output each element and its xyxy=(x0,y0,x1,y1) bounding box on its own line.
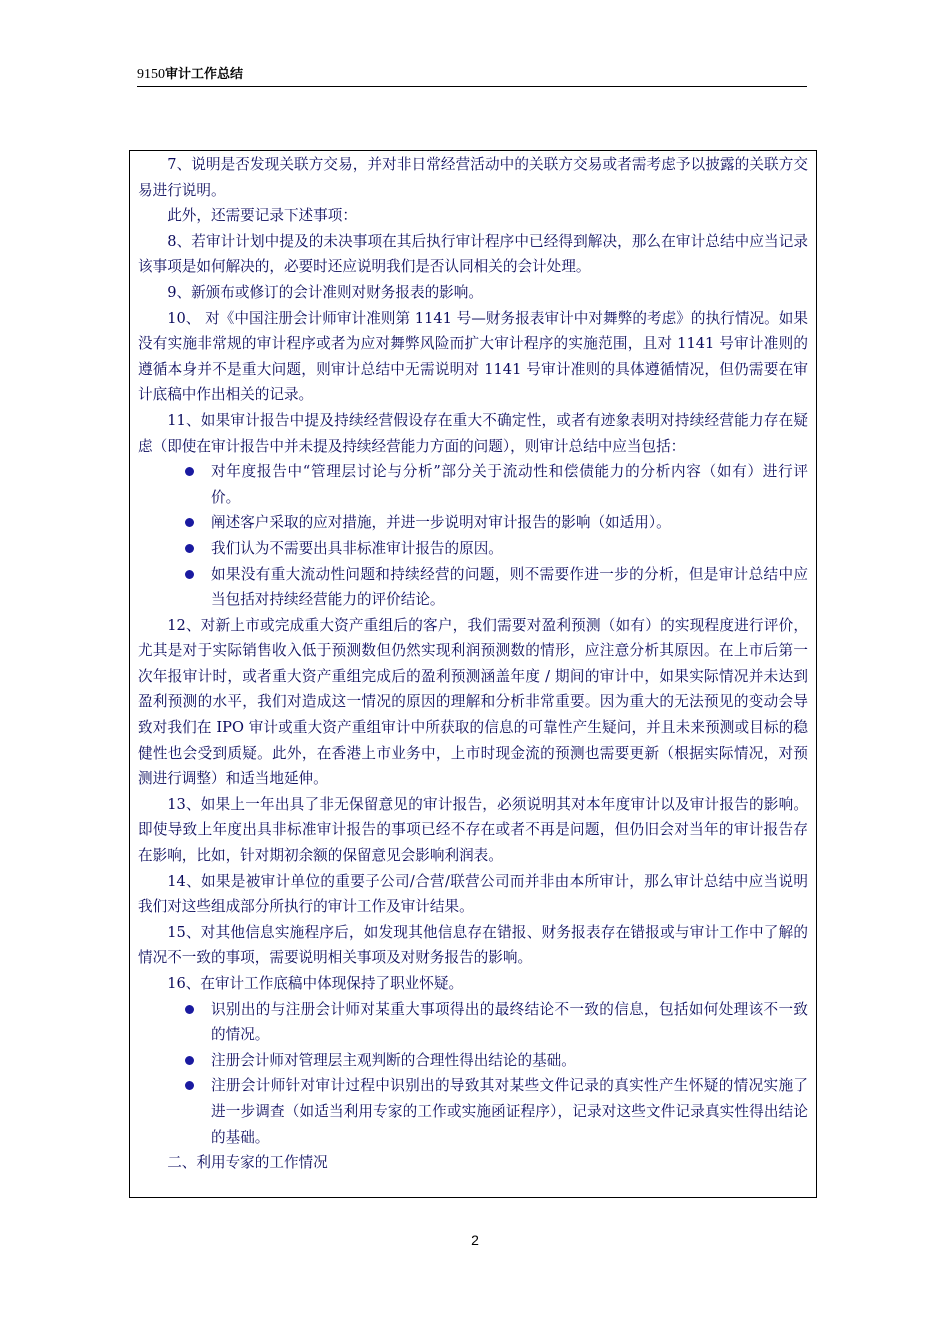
bullet-text: 阐述客户采取的应对措施，并进一步说明对审计报告的影响（如适用）。 xyxy=(211,514,671,532)
paragraph-12: 12、对新上市或完成重大资产重组后的客户，我们需要对盈利预测（如有）的实现程度进行评价，尤其是对于实际销售收入低于预测数但仍然实现利润预测数的情形，应注意分析其原因。在上市后第一次年报审计时，或者重大资产重组完成后的盈利预测涵盖年度 / 期间的审计中，如果实际情况并未达到盈利预测的水平，我们对造成这一情况的原因的理解和分析非常重要。因为重大的无法预见的变动会导致对我们在 IPO 审计或重大资产重组审计中所获取的信息的可靠性产生疑问，并且未来预测或目标的稳健性也会受到质疑。此外，在香港上市业务中，上市时现金流的预测也需要更新（根据实际情况，对预测进行调整）和适当地延伸。 xyxy=(138,616,808,788)
bullet-item xyxy=(138,536,808,562)
bullet-icon xyxy=(185,1081,194,1090)
bullet-icon xyxy=(185,570,194,579)
bullet-text: 对年度报告中“管理层讨论与分析”部分关于流动性和偿债能力的分析内容（如有）进行评价。 xyxy=(211,463,808,506)
paragraph-9: 9、新颁布或修订的会计准则对财务报表的影响。 xyxy=(167,283,483,301)
bullet-item xyxy=(138,1048,808,1074)
bullet-text: 如果没有重大流动性问题和持续经营的问题，则不需要作进一步的分析，但是审计总结中应当包括对持续经营能力的评价结论。 xyxy=(211,565,808,609)
paragraph-also: 此外，还需要记录下述事项： xyxy=(167,207,357,225)
bullet-text: 我们认为不需要出具非标准审计报告的原因。 xyxy=(211,539,503,557)
bullet-item xyxy=(138,1073,808,1150)
bullet-icon xyxy=(185,1005,194,1014)
bullet-item xyxy=(138,997,808,1048)
bullet-icon xyxy=(185,518,194,527)
paragraph-16: 16、在审计工作底稿中体现保持了职业怀疑。 xyxy=(167,975,464,992)
page-number: 2 xyxy=(471,1232,479,1248)
bullet-text: 注册会计师针对审计过程中识别出的导致其对某些文件记录的真实性产生怀疑的情况实施了进一步调查（如适当利用专家的工作或实施函证程序），记录对这些文件记录真实性得出结论的基础。 xyxy=(211,1077,808,1146)
bullet-item xyxy=(138,510,808,536)
header-title: 审计工作总结 xyxy=(165,67,244,82)
paragraph-10: 10、 对《中国注册会计师审计准则第 1141 号—财务报表审计中对舞弊的考虑》的执行情况。如果没有实施非常规的审计程序或者为应对舞弊风险而扩大审计程序的实施范围，且对 1141 号审计准则的遵循本身并不是重大问题，则审计总结中无需说明对 1141 号审计准则的具体遵循情况，但仍需要在审计底稿中作出相关的记录。 xyxy=(138,309,808,404)
paragraph-15: 15、对其他信息实施程序后，如发现其他信息存在错报、财务报表存在错报或与审计工作中了解的情况不一致的事项，需要说明相关事项及对财务报告的影响。 xyxy=(138,923,808,967)
bullet-item xyxy=(138,562,808,613)
header-number: 9150 xyxy=(137,67,165,82)
paragraph-7: 7、说明是否发现关联方交易，并对非日常经营活动中的关联方交易或者需考虑予以披露的关联方交易进行说明。 xyxy=(138,156,808,199)
section-heading: 二、利用专家的工作情况 xyxy=(167,1154,328,1172)
bullet-icon xyxy=(185,467,194,476)
paragraph-11: 11、如果审计报告中提及持续经营假设存在重大不确定性，或者有迹象表明对持续经营能力存在疑虑（即使在审计报告中并未提及持续经营能力方面的问题），则审计总结中应当包括： xyxy=(138,411,808,455)
paragraph-13: 13、如果上一年出具了非无保留意见的审计报告，必须说明其对本年度审计以及审计报告的影响。即使导致上年度出具非标准审计报告的事项已经不存在或者不再是问题，但仍旧会对当年的审计报告存在影响，比如，针对期初余额的保留意见会影响利润表。 xyxy=(138,795,808,865)
paragraph-14: 14、如果是被审计单位的重要子公司/合营/联营公司而并非由本所审计，那么审计总结中应当说明我们对这些组成部分所执行的审计工作及审计结果。 xyxy=(138,872,808,916)
bullet-icon xyxy=(185,544,194,553)
paragraph-8: 8、若审计计划中提及的未决事项在其后执行审计程序中已经得到解决，那么在审计总结中应当记录该事项是如何解决的，必要时还应说明我们是否认同相关的会计处理。 xyxy=(138,232,808,276)
page-header xyxy=(137,64,807,87)
content-body xyxy=(138,152,808,1176)
bullet-item xyxy=(138,459,808,510)
bullet-icon xyxy=(185,1056,194,1065)
bullet-text: 注册会计师对管理层主观判断的合理性得出结论的基础。 xyxy=(211,1051,576,1069)
bullet-text: 识别出的与注册会计师对某重大事项得出的最终结论不一致的信息，包括如何处理该不一致的情况。 xyxy=(211,1000,808,1044)
